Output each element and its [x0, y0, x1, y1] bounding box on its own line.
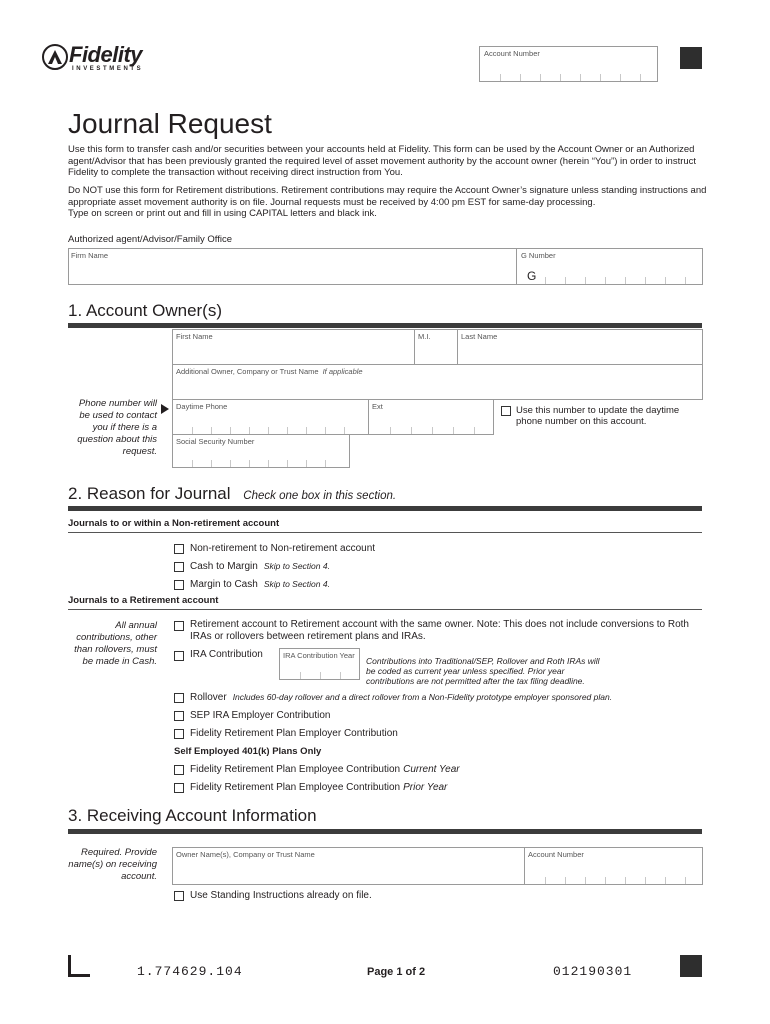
employee-current-year-checkbox[interactable] [174, 765, 184, 775]
cash-to-margin-checkbox[interactable] [174, 562, 184, 572]
section-1-title: 1. Account Owner(s) [68, 301, 223, 320]
page-title: Journal Request [68, 108, 272, 139]
comb-ticks [173, 460, 349, 467]
receiving-owner-name-label: Owner Name(s), Company or Trust Name [176, 850, 315, 859]
section-1-divider [68, 323, 702, 328]
comb-ticks [173, 427, 368, 434]
margin-to-cash-checkbox[interactable] [174, 580, 184, 590]
nonret-to-nonret-label: Non-retirement to Non-retirement account [190, 543, 376, 554]
g-number-field[interactable] [516, 248, 703, 285]
header-account-number-field[interactable] [479, 46, 658, 82]
ret-divider [68, 609, 702, 610]
arrow-right-icon [161, 404, 169, 414]
first-name-field[interactable] [172, 329, 415, 365]
firm-name-label: Firm Name [71, 251, 109, 260]
fidelity-logo [42, 42, 172, 74]
intro-paragraph-2: Do NOT use this form for Retirement distributions. Retirement contributions may require the Account Owner’s signature unless standing instructions and appropriate asset movement authority is on file. Journal requests must be received by 4:00 pm EST for same-day processing. [68, 185, 707, 208]
sep-ira-checkbox[interactable] [174, 711, 184, 721]
comb-ticks [517, 277, 702, 284]
ret-side-note: All annual contributions, other than rollovers, must be made in Cash. [74, 620, 157, 667]
frp-employer-checkbox[interactable] [174, 729, 184, 739]
ira-contribution-checkbox[interactable] [174, 651, 184, 661]
firm-name-field[interactable] [68, 248, 517, 285]
receiving-account-number-field[interactable] [524, 847, 703, 885]
cash-to-margin-label: Cash to Margin Skip to Section 4. [190, 561, 330, 572]
sep-ira-label: SEP IRA Employer Contribution [190, 710, 331, 721]
section-2-divider [68, 506, 702, 511]
ira-note: Contributions into Traditional/SEP, Rollover and Roth IRAs will be coded as current year unless specified. Prior year contributions are not permitted after the tax filing deadline. [366, 656, 600, 686]
standing-instructions-checkbox[interactable] [174, 891, 184, 901]
additional-owner-field[interactable] [172, 364, 703, 400]
employee-current-year-label: Fidelity Retirement Plan Employee Contribution Current Year [190, 764, 460, 775]
ret-same-owner-label: Retirement account to Retirement account with the same owner. Note: This does not include conversions to Roth IRAs or rollovers between retirement plans and IRAs. [190, 619, 689, 642]
receiving-side-note: Required. Provide name(s) on receiving account. [68, 847, 157, 882]
standing-instructions-label: Use Standing Instructions already on file. [190, 890, 372, 901]
nonret-divider [68, 532, 702, 533]
header-account-number-label: Account Number [484, 49, 540, 58]
daytime-phone-field[interactable] [172, 399, 369, 435]
nonret-heading: Journals to or within a Non-retirement account [68, 518, 280, 529]
update-phone-checkbox[interactable] [501, 406, 511, 416]
ssn-label: Social Security Number [176, 437, 255, 446]
ira-contribution-label: IRA Contribution [190, 649, 263, 660]
first-name-label: First Name [176, 332, 213, 341]
employee-prior-year-checkbox[interactable] [174, 783, 184, 793]
receiving-owner-name-field[interactable] [172, 847, 525, 885]
intro-paragraph-1: Use this form to transfer cash and/or securities between your accounts held at Fidelity. This form can be used by the Account Owner or an Authorized agent/Advisor that has been previously granted the required level of asset movement authority by the account owner (herein “You”) in order to instruct Fidelity to complete the transaction without receiving direct instruction from You. [68, 144, 697, 178]
comb-ticks [525, 877, 702, 884]
frp-employer-label: Fidelity Retirement Plan Employer Contribution [190, 728, 398, 739]
comb-ticks [480, 74, 657, 81]
receiving-account-number-label: Account Number [528, 850, 584, 859]
page-number: Page 1 of 2 [367, 966, 426, 978]
ret-heading: Journals to a Retirement account [68, 595, 219, 606]
self-employed-heading: Self Employed 401(k) Plans Only [174, 746, 322, 757]
rollover-label: Rollover Includes 60-day rollover and a direct rollover from a Non-Fidelity prototype employer sponsored plan. [190, 692, 613, 703]
ssn-field[interactable] [172, 434, 350, 468]
middle-initial-field[interactable] [414, 329, 458, 365]
section-2-instruction: Check one box in this section. [243, 490, 397, 502]
agent-heading: Authorized agent/Advisor/Family Office [68, 234, 233, 245]
last-name-label: Last Name [461, 332, 498, 341]
phone-extension-field[interactable] [368, 399, 494, 435]
additional-owner-label: Additional Owner, Company or Trust Name If applicable [176, 367, 363, 376]
g-number-prefix: G [527, 269, 537, 283]
additional-owner-note: If applicable [322, 367, 363, 376]
ira-contribution-year-field[interactable] [279, 648, 360, 680]
registration-mark-bottom-right [680, 955, 702, 977]
rollover-checkbox[interactable] [174, 693, 184, 703]
registration-mark-top-right [680, 47, 702, 69]
middle-initial-label: M.I. [418, 332, 431, 341]
daytime-phone-label: Daytime Phone [176, 402, 228, 411]
corner-mark-bottom-left [68, 955, 90, 977]
form-code: 1.774629.104 [137, 964, 243, 979]
g-number-label: G Number [521, 251, 556, 260]
update-phone-label: Use this number to update the daytime phone number on this account. [516, 405, 680, 427]
logo-wordmark: Fidelity [69, 42, 143, 67]
section-2-title: 2. Reason for Journal Check one box in this section. [68, 484, 397, 503]
phone-side-note: Phone number will be used to contact you if there is a question about this request. [77, 398, 157, 457]
ira-contribution-year-label: IRA Contribution Year [283, 651, 355, 660]
fidelity-pyramid-icon [42, 44, 68, 70]
section-3-title: 3. Receiving Account Information [68, 806, 317, 825]
employee-prior-year-label: Fidelity Retirement Plan Employee Contribution Prior Year [190, 782, 448, 793]
ret-same-owner-checkbox[interactable] [174, 621, 184, 631]
barcode-number: 012190301 [553, 964, 633, 979]
comb-ticks [280, 672, 359, 679]
margin-to-cash-label: Margin to Cash Skip to Section 4. [190, 579, 330, 590]
section-3-divider [68, 829, 702, 834]
logo-subtitle: INVESTMENTS [72, 66, 144, 72]
phone-extension-label: Ext [372, 402, 383, 411]
comb-ticks [369, 427, 493, 434]
last-name-field[interactable] [457, 329, 703, 365]
nonret-to-nonret-checkbox[interactable] [174, 544, 184, 554]
intro-paragraph-3: Type on screen or print out and fill in using CAPITAL letters and black ink. [68, 208, 377, 219]
